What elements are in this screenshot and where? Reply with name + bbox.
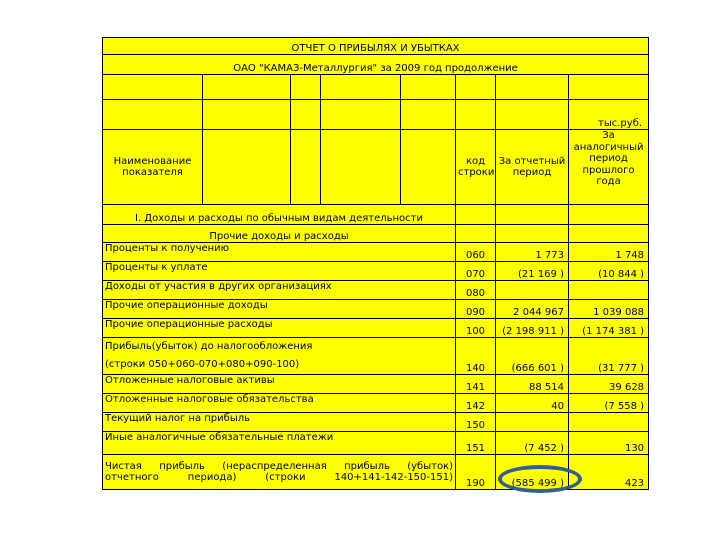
row-code: 190 <box>456 455 496 490</box>
row-name: Отложенные налоговые активы <box>103 375 456 394</box>
row-current: 88 514 <box>496 375 569 394</box>
row-name: Текущий налог на прибыль <box>103 413 456 432</box>
row-code: 142 <box>456 394 496 413</box>
row-current: 1 773 <box>496 243 569 262</box>
row-current <box>496 413 569 432</box>
row-current: 2 044 967 <box>496 300 569 319</box>
row-previous: (31 777 ) <box>569 338 649 375</box>
row-code: 100 <box>456 319 496 338</box>
row-current: (666 601 ) <box>496 338 569 375</box>
row-previous: (1 174 381 ) <box>569 319 649 338</box>
units-label: тыс.руб. <box>569 100 649 130</box>
report-title: ОТЧЕТ О ПРИБЫЛЯХ И УБЫТКАХ <box>103 38 649 55</box>
row-current: (7 452 ) <box>496 432 569 455</box>
subsection-title: Прочие доходы и расходы <box>103 225 456 243</box>
row-previous: 130 <box>569 432 649 455</box>
row-code: 060 <box>456 243 496 262</box>
row-previous: (7 558 ) <box>569 394 649 413</box>
row-name: Доходы от участия в других организациях <box>103 281 456 300</box>
table-row <box>103 413 649 432</box>
table-row <box>103 455 649 490</box>
header-name: Наименование показателя <box>103 130 203 205</box>
row-code: 090 <box>456 300 496 319</box>
row-current: (585 499 ) <box>496 455 569 490</box>
row-name: Проценты к получению <box>103 243 456 262</box>
row-name: Иные аналогичные обязательные платежи <box>103 432 456 455</box>
row-code: 150 <box>456 413 496 432</box>
row-previous: 423 <box>569 455 649 490</box>
table-row <box>103 243 649 262</box>
header-previous: За аналогичный период прошлого года <box>569 130 649 205</box>
row-name: Прочие операционные расходы <box>103 319 456 338</box>
row-name <box>103 338 456 375</box>
row-name-line2: (строки 050+060-070+080+090-100) <box>105 359 300 370</box>
row-previous: 39 628 <box>569 375 649 394</box>
row-previous: (10 844 ) <box>569 262 649 281</box>
table-row <box>103 338 649 375</box>
table-row <box>103 319 649 338</box>
row-name: Чистая прибыль (нераспределенная прибыль (убыток) отчетного периода) (строки 140+141-142-150-151) <box>103 455 456 490</box>
row-code: 151 <box>456 432 496 455</box>
header-code: код строки <box>456 130 496 205</box>
row-code: 070 <box>456 262 496 281</box>
profit-loss-table <box>102 37 649 490</box>
row-previous: 1 039 088 <box>569 300 649 319</box>
row-name: Отложенные налоговые обязательства <box>103 394 456 413</box>
row-previous: 1 748 <box>569 243 649 262</box>
table-row <box>103 394 649 413</box>
section-title: I. Доходы и расходы по обычным видам деятельности <box>103 205 456 225</box>
row-previous <box>569 413 649 432</box>
row-current: (21 169 ) <box>496 262 569 281</box>
row-previous <box>569 281 649 300</box>
table-row <box>103 432 649 455</box>
row-current: 40 <box>496 394 569 413</box>
table-row <box>103 300 649 319</box>
table-row <box>103 262 649 281</box>
row-name-line1: Прибыль(убыток) до налогообложения <box>105 341 313 352</box>
empty-row <box>103 75 649 100</box>
row-name: Прочие операционные доходы <box>103 300 456 319</box>
row-current <box>496 281 569 300</box>
row-code: 080 <box>456 281 496 300</box>
company-line: ОАО "КАМАЗ-Металлургия" за 2009 год продолжение <box>103 55 649 75</box>
row-current: (2 198 911 ) <box>496 319 569 338</box>
table-row <box>103 281 649 300</box>
table-row <box>103 375 649 394</box>
row-code: 141 <box>456 375 496 394</box>
row-name: Проценты к уплате <box>103 262 456 281</box>
header-current: За отчетный период <box>496 130 569 205</box>
row-code: 140 <box>456 338 496 375</box>
